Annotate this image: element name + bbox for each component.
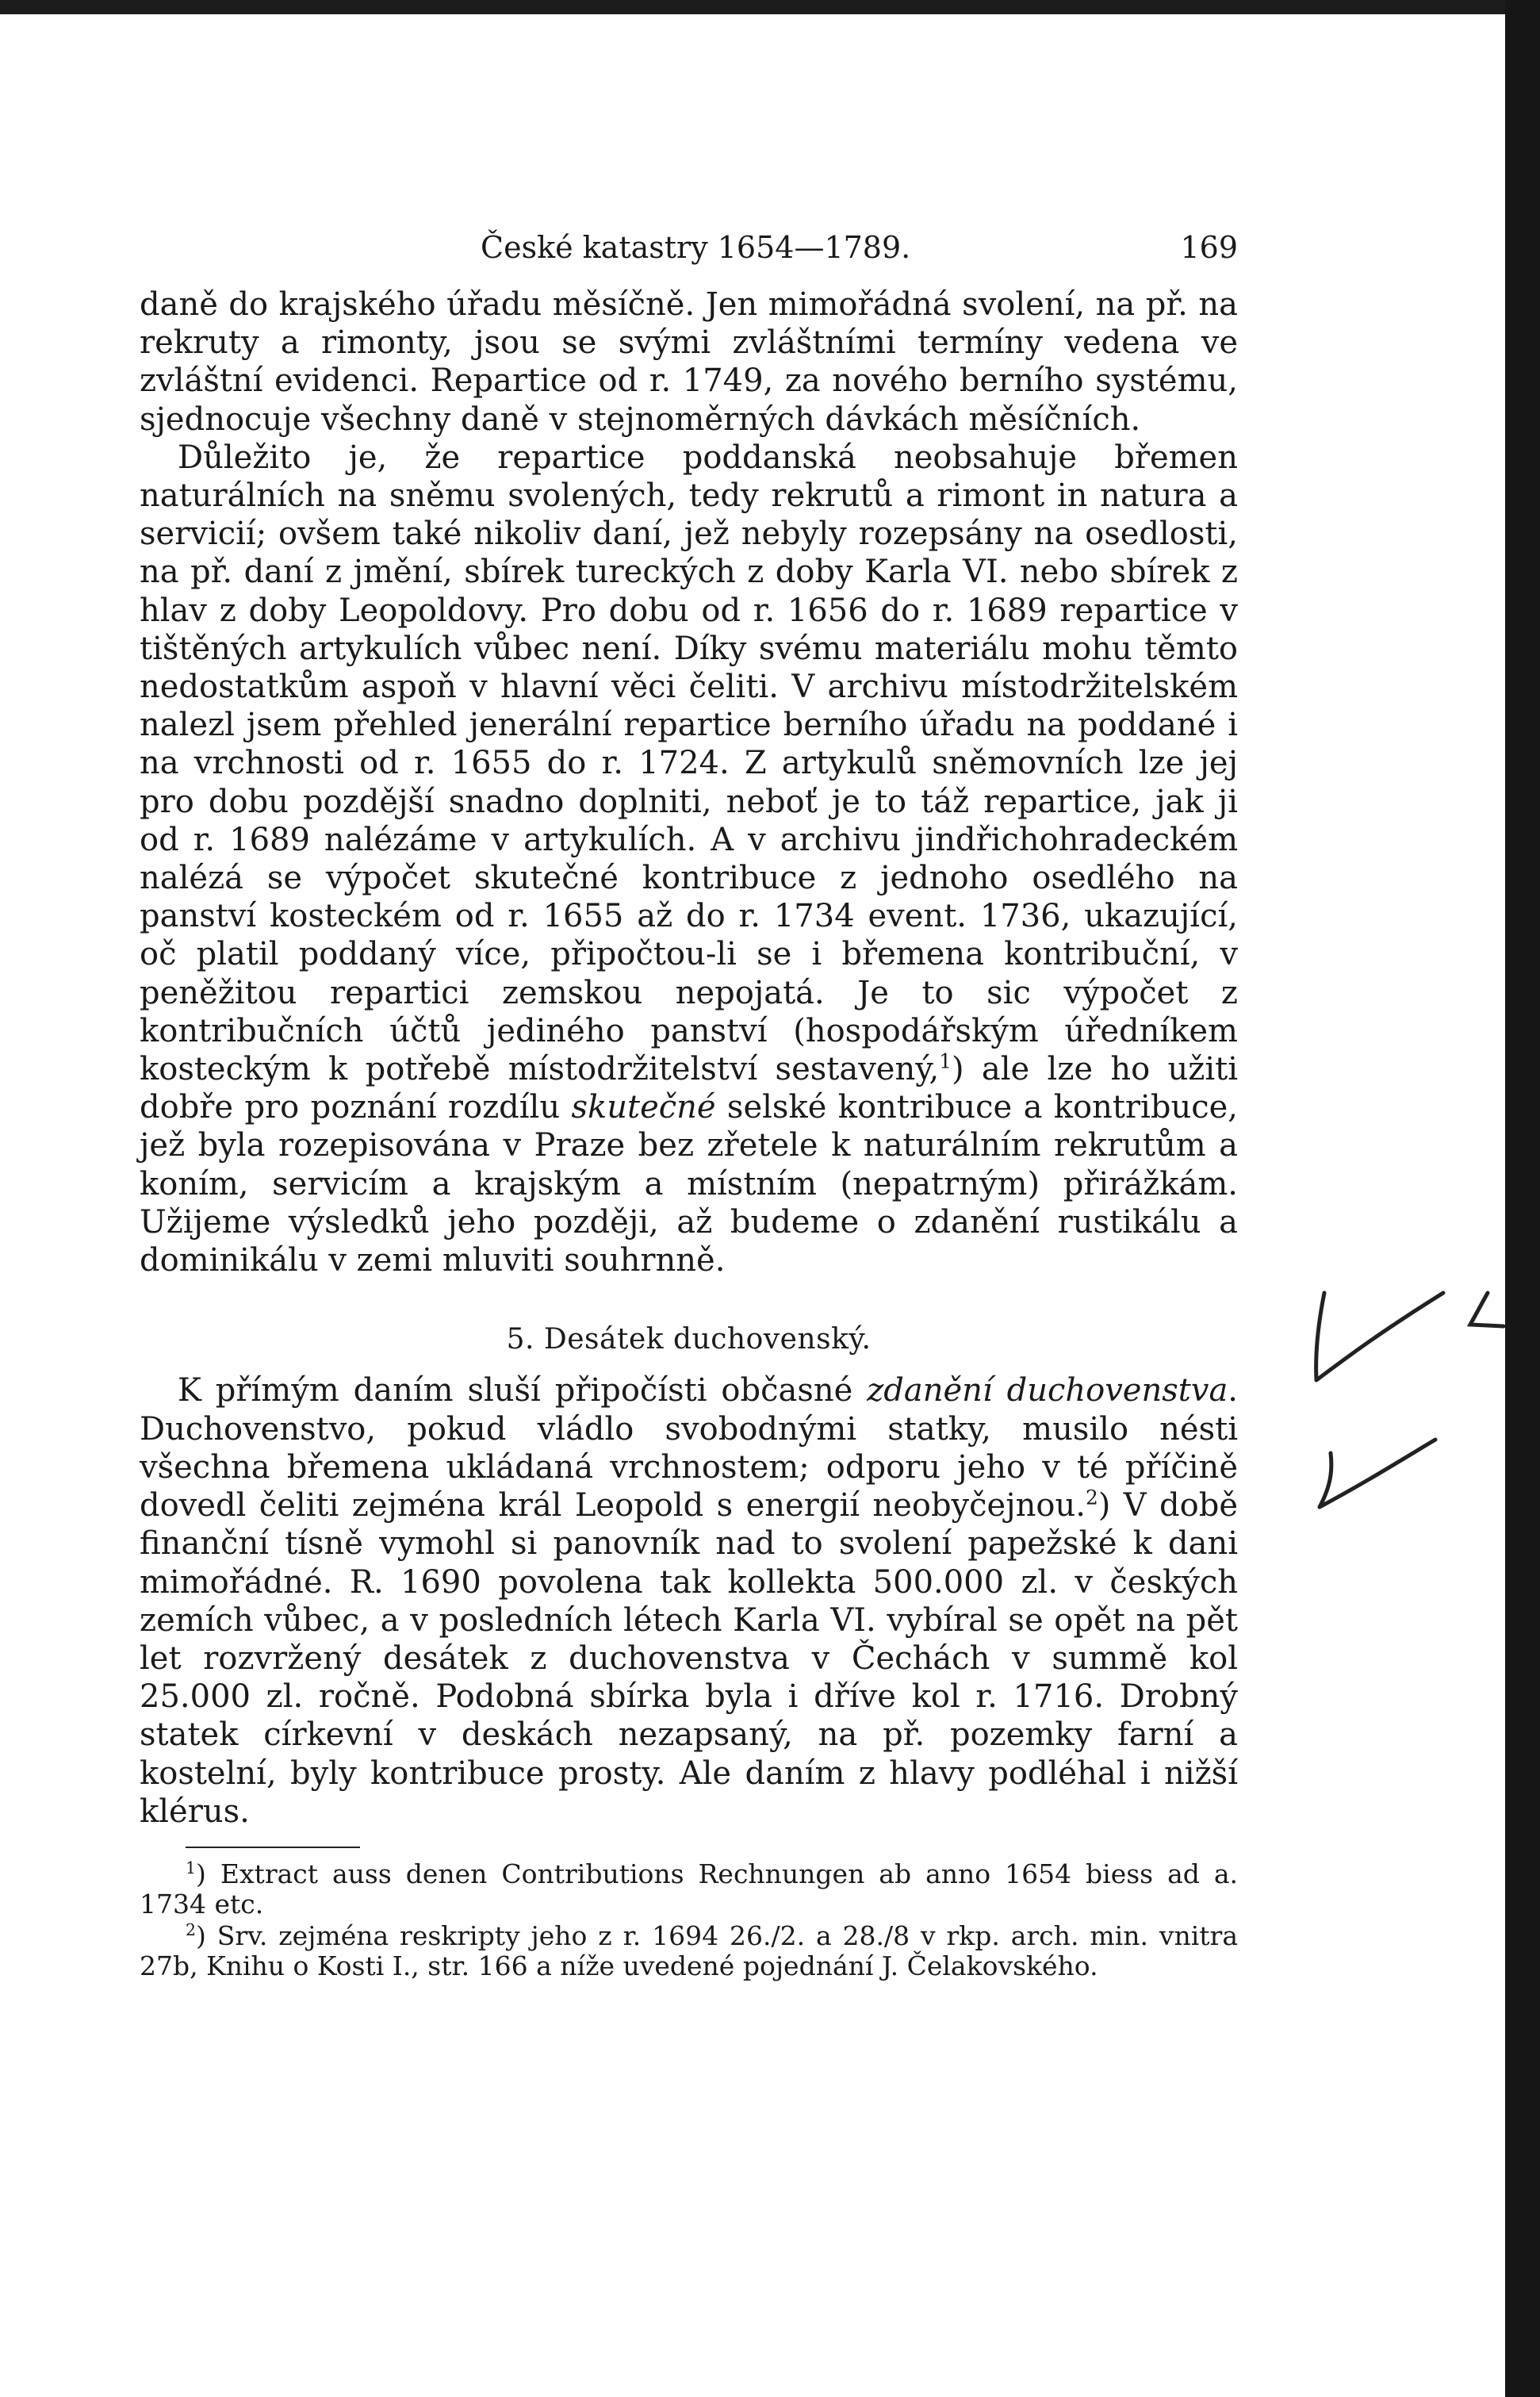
pencil-mark-lower	[1320, 1440, 1435, 1507]
body-text	[140, 286, 1238, 1831]
running-title: České katastry 1654—1789.	[481, 230, 911, 265]
running-header	[140, 230, 1238, 286]
paragraph-desatek	[140, 1371, 1238, 1830]
pencil-mark-right	[1470, 1293, 1504, 1326]
footnote-rule	[186, 1847, 360, 1848]
footnote-mark: 1	[186, 1858, 197, 1877]
footnote	[140, 1921, 1238, 1981]
footnote-ref: 2	[1085, 1486, 1098, 1509]
footnote-text: ) Extract auss denen Contributions Rechnungen ab anno 1654 biess ad a. 1734 etc.	[140, 1858, 1238, 1920]
paragraph-text: Důležito je, že repartice poddanská neobsahuje břemen naturálních na sněmu svolených, tedy rekrutů a rimont in natura a servicií; ovšem také nikoliv daní, jež nebyly rozepsány na osedlosti, na př. daní z jmění, sbírek tureckých z doby Karla VI. nebo sbírek z hlav z doby Leopoldovy. Pro dobu od r. 1656 do r. 1689 repartice v tištěných artykulích vůbec není. Díky svému materiálu mohu těmto nedostatkům aspoň v hlavní věci čeliti. V archivu místodržitelském nalezl jsem přehled jenerální repartice berního úřadu na poddané i na vrchnosti od r. 1655 do r. 1724. Z artykulů sněmovních lze jej pro dobu pozdější snadno doplniti, neboť je to táž repartice, jak ji od r. 1689 nalézáme v artykulích. A v archivu jindřichohradeckém nalézá se výpočet skutečné kontribuce z jednoho osedlého na panství kosteckém od r. 1655 až do r. 1734 event. 1736, ukazující, oč platil poddaný více, připočtou-li se i břemena kontribuční, v peněžitou repartici zemskou nepojatá. Je to sic výpočet z kontribučních účtů jediného panství (hospodářským úředníkem kosteckým k potřebě místodržitelství sestavený,	[140, 439, 1238, 1088]
paragraph-text: ) ale lze ho užiti dobře pro poznání rozdílu	[140, 1051, 1238, 1126]
scan-edge-top	[0, 0, 1540, 14]
footnote-text: ) Srv. zejména reskripty jeho z r. 1694 26./2. a 28./8 v rkp. arch. min. vnitra 27b, Knihu o Kosti I., str. 166 a níže uvedené pojednání J. Čelakovského.	[140, 1920, 1238, 1981]
paragraph-continued: daně do krajského úřadu měsíčně. Jen mimořádná svolení, na př. na rekruty a rimonty, jsou se svými zvláštními termíny vedena ve zvláštní evidenci. Repartice od r. 1749, za nového berního systému, sjednocuje všechny daně v stejnoměrných dávkách měsíčních.	[140, 286, 1238, 438]
paragraph-text: . Duchovenstvo, pokud vládlo svobodnými statky, musilo nésti všechna břemena ukládaná vrchnostem; odporu jeho v té příčině dovedl čeliti zejména král Leopold s energií neobyčejnou.	[140, 1372, 1239, 1524]
footnote	[140, 1859, 1238, 1920]
paragraph-text: ) V době finanční tísně vymohl si panovník nad to svolení papežské k dani mimořádné. R. 1690 povolena tak kollekta 500.000 zl. v českých zemích vůbec, a v posledních létech Karla VI. vybíral se opět na pět let rozvržený desátek z duchovenstva v Čechách v summě kol 25.000 zl. ročně. Podobná sbírka byla i dříve kol r. 1716. Drobný statek církevní v deskách nezapsaný, na př. pozemky farní a kostelní, byly kontribuce prosty. Ale daním z hlavy podléhal i nižší klérus.	[140, 1487, 1239, 1830]
footnote-ref: 1	[939, 1049, 952, 1073]
handwritten-margin-marks	[1301, 1269, 1507, 1523]
paragraph-repartice	[140, 439, 1238, 1279]
emphasis: zdanění duchovenstva	[867, 1372, 1228, 1409]
page-number: 169	[1180, 230, 1238, 265]
book-page	[140, 230, 1238, 1983]
scan-edge-right	[1505, 0, 1540, 2397]
pencil-mark-upper	[1316, 1293, 1443, 1380]
footnote-mark: 2	[186, 1920, 197, 1939]
footnotes	[140, 1859, 1238, 1981]
paragraph-text: K přímým daním sluší připočísti občasné	[178, 1372, 868, 1409]
paragraph-text: selské kontribuce a kontribuce, jež byla rozepisována v Praze bez zřetele k naturálním rekrutům a koním, servicím a krajským a místním (nepatrným) přirážkám. Užijeme výsledků jeho později, až budeme o zdanění rustikálu a dominikálu v zemi mluviti souhrnně.	[140, 1089, 1238, 1279]
section-heading: 5. Desátek duchovenský.	[506, 1323, 872, 1356]
emphasis: skutečné	[571, 1089, 716, 1126]
